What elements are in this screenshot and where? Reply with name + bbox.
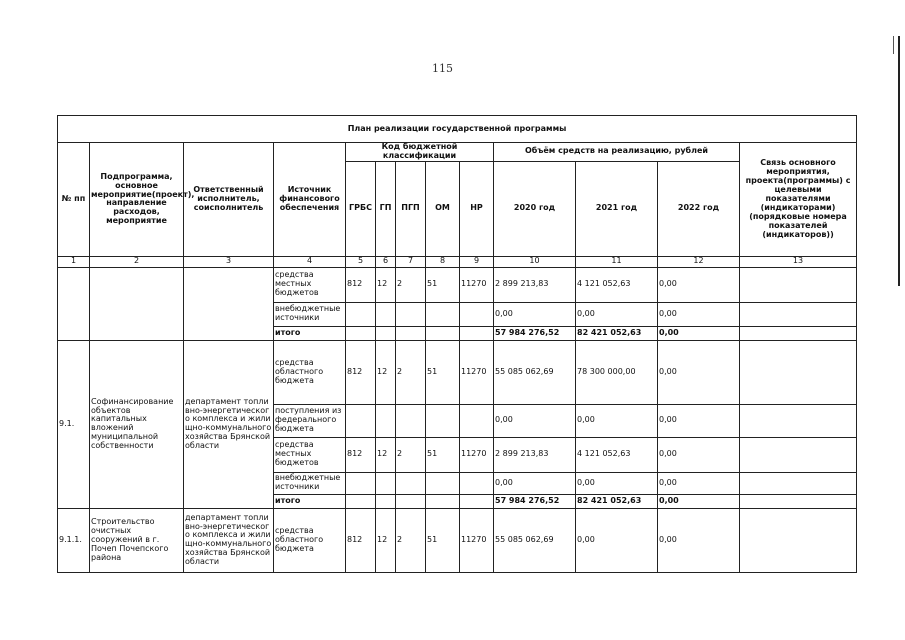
margin-tick: [893, 36, 894, 54]
source-cell: поступления из федерального бюджета: [274, 404, 346, 437]
grbs-cell: 812: [346, 508, 376, 572]
pgp-cell: [396, 494, 426, 508]
header-2021: 2021 год: [576, 161, 658, 256]
om-cell: 51: [426, 437, 460, 472]
margin-line: [898, 36, 900, 286]
col-number: 2: [90, 256, 184, 267]
value-2022-cell: 0,00: [658, 494, 740, 508]
nr-cell: 11270: [460, 437, 494, 472]
pgp-cell: [396, 302, 426, 326]
gp-cell: 12: [376, 340, 396, 404]
header-funds: Объём средств на реализацию, рублей: [494, 143, 740, 162]
col-number: 13: [740, 256, 857, 267]
value-2021-cell: 82 421 052,63: [576, 326, 658, 340]
pgp-cell: 2: [396, 267, 426, 302]
nr-cell: [460, 404, 494, 437]
continuation-responsible-cell: [184, 267, 274, 340]
col-number: 3: [184, 256, 274, 267]
col-number: 12: [658, 256, 740, 267]
nr-cell: 11270: [460, 267, 494, 302]
om-cell: 51: [426, 508, 460, 572]
value-2020-cell: 0,00: [494, 302, 576, 326]
table-row: [58, 340, 857, 404]
source-cell: средства областного бюджета: [274, 340, 346, 404]
item-num-cell: 9.1.1.: [58, 508, 90, 572]
gp-cell: [376, 472, 396, 494]
source-cell: средства местных бюджетов: [274, 437, 346, 472]
item-name-cell: Софинансирование объектов капитальных вложений муниципальной собственности: [90, 340, 184, 508]
item-responsible-cell: департамент топливно-энергетического комплекса и жилищно-коммунального хозяйства Брянской области: [184, 508, 274, 572]
header-2020: 2020 год: [494, 161, 576, 256]
value-2020-cell: 2 899 213,83: [494, 267, 576, 302]
value-2022-cell: 0,00: [658, 326, 740, 340]
source-cell: внебюджетные источники: [274, 302, 346, 326]
value-2022-cell: 0,00: [658, 404, 740, 437]
item-name-cell: Строительство очистных сооружений в г. Почеп Почепского района: [90, 508, 184, 572]
col-number: 7: [396, 256, 426, 267]
col-number: 4: [274, 256, 346, 267]
header-pgp: ПГП: [396, 161, 426, 256]
pgp-cell: 2: [396, 340, 426, 404]
table-row: [58, 267, 857, 302]
grbs-cell: [346, 326, 376, 340]
value-2021-cell: 0,00: [576, 302, 658, 326]
plan-table: [57, 115, 857, 573]
value-2020-cell: 55 085 062,69: [494, 340, 576, 404]
link-cell: [740, 340, 857, 404]
pgp-cell: [396, 404, 426, 437]
om-cell: [426, 326, 460, 340]
link-cell: [740, 404, 857, 437]
om-cell: [426, 404, 460, 437]
header-source: Источник финансового обеспечения: [274, 143, 346, 257]
header-budget-code: Код бюджетной классификации: [346, 143, 494, 162]
nr-cell: [460, 326, 494, 340]
col-number: 11: [576, 256, 658, 267]
link-cell: [740, 494, 857, 508]
header-responsible: Ответственный исполнитель, соисполнитель: [184, 143, 274, 257]
nr-cell: [460, 494, 494, 508]
col-number: 8: [426, 256, 460, 267]
header-om: ОМ: [426, 161, 460, 256]
value-2020-cell: 55 085 062,69: [494, 508, 576, 572]
continuation-name-cell: [90, 267, 184, 340]
om-cell: [426, 494, 460, 508]
item-num-cell: 9.1.: [58, 340, 90, 508]
header-grbs: ГРБС: [346, 161, 376, 256]
grbs-cell: [346, 302, 376, 326]
nr-cell: 11270: [460, 508, 494, 572]
value-2022-cell: 0,00: [658, 508, 740, 572]
col-number: 9: [460, 256, 494, 267]
col-number: 6: [376, 256, 396, 267]
pgp-cell: [396, 472, 426, 494]
col-number: 5: [346, 256, 376, 267]
col-number: 10: [494, 256, 576, 267]
value-2020-cell: 0,00: [494, 404, 576, 437]
gp-cell: 12: [376, 437, 396, 472]
header-2022: 2022 год: [658, 161, 740, 256]
om-cell: 51: [426, 340, 460, 404]
value-2020-cell: 57 984 276,52: [494, 494, 576, 508]
header-link: Связь основного мероприятия, проекта(программы) с целевыми показателями (индикаторами) (порядковые номера показателей (индикаторов)): [740, 143, 857, 257]
value-2022-cell: 0,00: [658, 267, 740, 302]
value-2020-cell: 2 899 213,83: [494, 437, 576, 472]
pgp-cell: 2: [396, 508, 426, 572]
gp-cell: [376, 404, 396, 437]
continuation-num-cell: [58, 267, 90, 340]
source-cell: итого: [274, 494, 346, 508]
om-cell: [426, 302, 460, 326]
gp-cell: [376, 494, 396, 508]
om-cell: [426, 472, 460, 494]
gp-cell: 12: [376, 267, 396, 302]
grbs-cell: [346, 494, 376, 508]
col-number: 1: [58, 256, 90, 267]
grbs-cell: 812: [346, 267, 376, 302]
link-cell: [740, 508, 857, 572]
value-2022-cell: 0,00: [658, 340, 740, 404]
nr-cell: [460, 302, 494, 326]
value-2021-cell: 4 121 052,63: [576, 267, 658, 302]
link-cell: [740, 302, 857, 326]
page-number: 115: [432, 62, 453, 75]
pgp-cell: [396, 326, 426, 340]
grbs-cell: 812: [346, 437, 376, 472]
nr-cell: 11270: [460, 340, 494, 404]
value-2021-cell: 0,00: [576, 472, 658, 494]
item-responsible-cell: департамент топливно-энергетического комплекса и жилищно-коммунального хозяйства Брянской области: [184, 340, 274, 508]
grbs-cell: [346, 472, 376, 494]
link-cell: [740, 472, 857, 494]
value-2022-cell: 0,00: [658, 437, 740, 472]
value-2021-cell: 78 300 000,00: [576, 340, 658, 404]
gp-cell: 12: [376, 508, 396, 572]
source-cell: средства местных бюджетов: [274, 267, 346, 302]
table-row: [58, 508, 857, 572]
source-cell: итого: [274, 326, 346, 340]
value-2021-cell: 4 121 052,63: [576, 437, 658, 472]
om-cell: 51: [426, 267, 460, 302]
grbs-cell: 812: [346, 340, 376, 404]
value-2020-cell: 0,00: [494, 472, 576, 494]
link-cell: [740, 437, 857, 472]
gp-cell: [376, 326, 396, 340]
value-2021-cell: 82 421 052,63: [576, 494, 658, 508]
value-2022-cell: 0,00: [658, 302, 740, 326]
source-cell: средства областного бюджета: [274, 508, 346, 572]
header-subprogram: Подпрограмма, основное мероприятие(проект), направление расходов, мероприятие: [90, 143, 184, 257]
value-2021-cell: 0,00: [576, 404, 658, 437]
header-nr: НР: [460, 161, 494, 256]
value-2022-cell: 0,00: [658, 472, 740, 494]
gp-cell: [376, 302, 396, 326]
header-num: № пп: [58, 143, 90, 257]
table-title: План реализации государственной программы: [58, 116, 857, 143]
value-2021-cell: 0,00: [576, 508, 658, 572]
header-gp: ГП: [376, 161, 396, 256]
nr-cell: [460, 472, 494, 494]
source-cell: внебюджетные источники: [274, 472, 346, 494]
grbs-cell: [346, 404, 376, 437]
link-cell: [740, 267, 857, 302]
pgp-cell: 2: [396, 437, 426, 472]
value-2020-cell: 57 984 276,52: [494, 326, 576, 340]
link-cell: [740, 326, 857, 340]
